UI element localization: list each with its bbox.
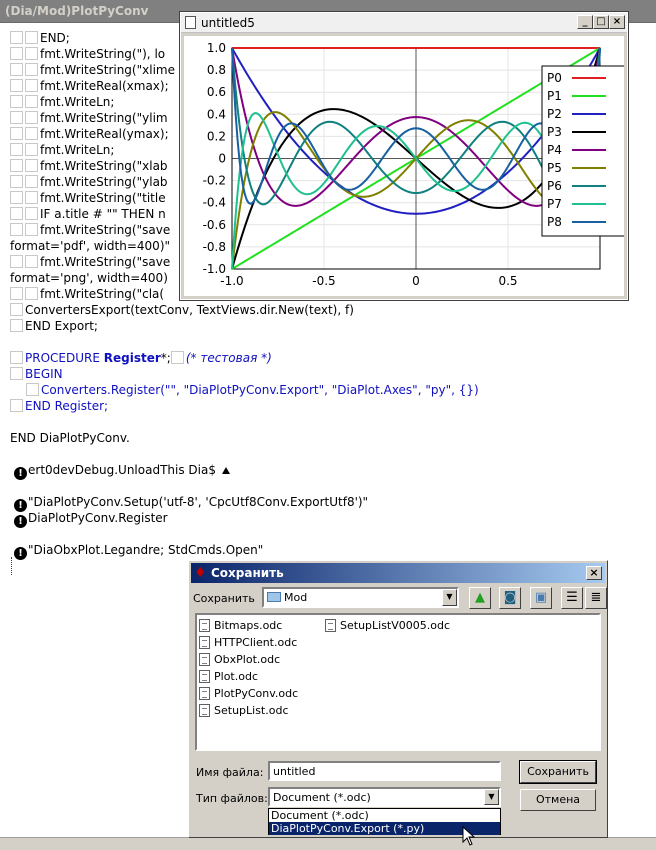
fold-marker[interactable] bbox=[10, 143, 23, 156]
code-line[interactable] bbox=[10, 270, 168, 286]
command-text: "DiaPlotPyConv.Setup('utf-8', 'CpcUtf8Conv.ExportUtf8')" bbox=[28, 495, 369, 509]
filetype-select[interactable] bbox=[268, 787, 501, 807]
code-line[interactable] bbox=[10, 318, 98, 334]
legend-label: P4 bbox=[547, 143, 562, 157]
fold-marker[interactable] bbox=[25, 175, 38, 188]
procedure-name: Register bbox=[103, 351, 161, 365]
plot-window-title: untitled5 bbox=[201, 16, 255, 30]
chart-area bbox=[184, 36, 624, 296]
y-tick-label: -1.0 bbox=[202, 262, 226, 276]
folder-name: Mod bbox=[284, 591, 308, 604]
x-tick-label: 0.5 bbox=[498, 274, 518, 288]
y-tick-label: -0.4 bbox=[202, 195, 226, 210]
procedure-line[interactable] bbox=[10, 350, 272, 366]
y-tick-label: -0.6 bbox=[202, 217, 226, 232]
save-in-label: Сохранить bbox=[193, 592, 255, 605]
legend-label: P2 bbox=[547, 107, 562, 121]
code-comment: (* тестовая *) bbox=[185, 351, 272, 365]
dialog-title: Сохранить bbox=[211, 566, 284, 580]
end-register-line[interactable] bbox=[10, 398, 108, 414]
code-text: fmt.WriteString("save bbox=[40, 223, 171, 237]
end-register-text: END Register; bbox=[25, 399, 109, 413]
filetype-option-py[interactable]: DiaPlotPyConv.Export (*.py) bbox=[269, 822, 500, 835]
filename-value: untitled bbox=[273, 765, 316, 778]
code-line[interactable] bbox=[10, 142, 114, 158]
fold-marker[interactable] bbox=[25, 111, 38, 124]
fold-marker[interactable] bbox=[10, 127, 23, 140]
fold-marker[interactable] bbox=[25, 31, 38, 44]
y-tick-label: -0.8 bbox=[202, 239, 226, 254]
fold-marker[interactable] bbox=[10, 191, 23, 204]
end-module-text: END DiaPlotPyConv. bbox=[10, 431, 130, 445]
fold-marker[interactable] bbox=[10, 31, 23, 44]
fold-marker[interactable] bbox=[25, 255, 38, 268]
code-text: fmt.WriteString("ylim bbox=[40, 111, 168, 125]
y-tick-label: -0.2 bbox=[202, 173, 226, 188]
fold-marker[interactable] bbox=[171, 351, 184, 364]
file-name: Bitmaps.odc bbox=[214, 619, 283, 632]
fold-marker[interactable] bbox=[10, 207, 23, 220]
fold-marker[interactable] bbox=[10, 367, 23, 380]
fold-marker[interactable] bbox=[10, 319, 23, 332]
code-line[interactable] bbox=[10, 254, 170, 270]
x-tick-label: 0 bbox=[412, 274, 420, 288]
file-item[interactable] bbox=[199, 704, 289, 717]
mouse-cursor-icon bbox=[462, 826, 476, 846]
file-name: SetupList.odc bbox=[214, 704, 289, 717]
new-folder-button[interactable] bbox=[530, 587, 552, 609]
register-call-text: Converters.Register("", "DiaPlotPyConv.Export", "DiaPlot.Axes", "py", {}) bbox=[41, 383, 479, 397]
fold-marker[interactable] bbox=[10, 399, 23, 412]
editor-status-bar bbox=[0, 837, 656, 850]
filename-input[interactable] bbox=[268, 761, 501, 781]
x-tick-label: -0.5 bbox=[312, 274, 336, 288]
new-folder-icon: ▣ bbox=[534, 590, 548, 605]
command-line-unload[interactable] bbox=[14, 462, 230, 480]
code-text: fmt.WriteReal(xmax); bbox=[40, 79, 169, 93]
dialog-close-button[interactable]: × bbox=[586, 566, 602, 580]
legend-label: P6 bbox=[547, 179, 562, 193]
y-tick-label: 0.2 bbox=[206, 129, 226, 144]
filetype-value: Document (*.odc) bbox=[273, 791, 371, 804]
up-folder-button[interactable] bbox=[469, 587, 491, 609]
code-text: fmt.WriteString("title bbox=[40, 191, 166, 205]
code-text: fmt.WriteString("ylab bbox=[40, 175, 168, 189]
fold-marker[interactable] bbox=[25, 207, 38, 220]
file-name: PlotPyConv.odc bbox=[214, 687, 299, 700]
fold-marker[interactable] bbox=[25, 143, 38, 156]
code-line[interactable] bbox=[10, 302, 354, 318]
register-call-line[interactable] bbox=[26, 382, 479, 398]
fold-marker[interactable] bbox=[25, 159, 38, 172]
code-text: fmt.WriteReal(ymax); bbox=[40, 127, 169, 141]
code-line[interactable] bbox=[10, 110, 168, 126]
command-text: DiaPlotPyConv.Register bbox=[28, 511, 168, 525]
filetype-label: Тип файлов: bbox=[196, 792, 268, 805]
file-item[interactable] bbox=[199, 670, 258, 683]
triangle-marker-icon bbox=[222, 467, 230, 474]
code-text: fmt.WriteLn; bbox=[40, 95, 115, 109]
maximize-button[interactable]: □ bbox=[593, 15, 609, 29]
fold-marker[interactable] bbox=[25, 191, 38, 204]
editor-title: (Dia/Mod)PlotPyConv bbox=[5, 4, 149, 18]
code-line[interactable] bbox=[10, 190, 166, 206]
fold-marker[interactable] bbox=[10, 303, 23, 316]
details-view-button[interactable] bbox=[585, 587, 607, 609]
code-text: fmt.WriteString("xlab bbox=[40, 159, 168, 173]
y-tick-label: 0 bbox=[218, 151, 226, 166]
keyword-begin: BEGIN bbox=[25, 367, 63, 381]
file-name: HTTPClient.odc bbox=[214, 636, 298, 649]
details-view-icon: ≣ bbox=[590, 590, 602, 605]
code-line[interactable] bbox=[10, 78, 169, 94]
fold-marker[interactable] bbox=[10, 63, 23, 76]
code-text: END; bbox=[40, 31, 70, 45]
commander-bullet-icon[interactable]: ! bbox=[14, 499, 27, 512]
end-module-line[interactable] bbox=[10, 430, 130, 446]
y-tick-label: 1.0 bbox=[206, 41, 226, 55]
begin-line[interactable] bbox=[10, 366, 63, 382]
text-caret bbox=[11, 557, 12, 575]
commander-bullet-icon[interactable]: ! bbox=[14, 467, 27, 480]
plot-title-bar[interactable] bbox=[181, 13, 627, 33]
fold-marker[interactable] bbox=[10, 351, 23, 364]
code-text: format='png', width=400) bbox=[10, 271, 168, 285]
code-line[interactable] bbox=[10, 286, 164, 302]
document-file-icon bbox=[199, 619, 210, 632]
commander-bullet-icon[interactable]: ! bbox=[14, 547, 27, 560]
app-icon: ♦ bbox=[194, 565, 207, 581]
fold-marker[interactable] bbox=[25, 47, 38, 60]
fold-marker[interactable] bbox=[25, 287, 38, 300]
fold-marker[interactable] bbox=[10, 47, 23, 60]
code-line[interactable] bbox=[10, 174, 168, 190]
file-list[interactable] bbox=[195, 613, 601, 751]
legend-label: P0 bbox=[547, 71, 562, 85]
fold-marker[interactable] bbox=[25, 79, 38, 92]
code-text: fmt.WriteString("cla( bbox=[40, 287, 165, 301]
file-name: ObxPlot.odc bbox=[214, 653, 281, 666]
cancel-button[interactable]: Отмена bbox=[520, 789, 596, 811]
fold-marker[interactable] bbox=[10, 255, 23, 268]
command-line-register[interactable] bbox=[14, 510, 168, 528]
y-tick-label: 0.4 bbox=[206, 107, 226, 122]
folder-select[interactable] bbox=[262, 587, 459, 608]
code-line[interactable] bbox=[10, 206, 166, 222]
command-text: ert0devDebug.UnloadThis Dia$ bbox=[28, 463, 216, 477]
save-button[interactable]: Сохранить bbox=[520, 761, 596, 783]
fold-marker[interactable] bbox=[25, 95, 38, 108]
legend-label: P5 bbox=[547, 161, 562, 175]
filename-label: Имя файла: bbox=[196, 766, 264, 779]
code-line[interactable] bbox=[10, 62, 175, 78]
filetype-option-odc[interactable]: Document (*.odc) bbox=[271, 809, 369, 822]
code-text: fmt.WriteString("xlime bbox=[40, 63, 175, 77]
code-text: ConvertersExport(textConv, TextViews.dir.New(text), f) bbox=[25, 303, 354, 317]
fold-marker[interactable] bbox=[10, 287, 23, 300]
keyword-procedure: PROCEDURE bbox=[25, 351, 100, 365]
minimize-button[interactable]: _ bbox=[577, 15, 593, 29]
chevron-down-icon[interactable]: ▼ bbox=[442, 589, 457, 606]
list-view-button[interactable] bbox=[561, 587, 583, 609]
code-text: fmt.WriteString("save bbox=[40, 255, 171, 269]
code-line[interactable] bbox=[10, 46, 165, 62]
y-tick-label: 0.8 bbox=[206, 63, 226, 78]
fold-marker[interactable] bbox=[10, 111, 23, 124]
code-text: END Export; bbox=[25, 319, 98, 333]
export-mark: *; bbox=[160, 351, 171, 365]
chevron-down-icon[interactable]: ▼ bbox=[484, 789, 499, 805]
close-button[interactable]: × bbox=[609, 15, 625, 29]
code-line[interactable] bbox=[10, 238, 170, 254]
code-line[interactable] bbox=[10, 158, 168, 174]
list-view-icon: ☰ bbox=[566, 590, 578, 605]
code-text: format='pdf', width=400)" bbox=[10, 239, 171, 253]
fold-marker[interactable] bbox=[25, 223, 38, 236]
fold-marker[interactable] bbox=[10, 79, 23, 92]
legend-label: P3 bbox=[547, 125, 562, 139]
fold-marker[interactable] bbox=[10, 95, 23, 108]
file-item[interactable] bbox=[199, 636, 297, 649]
arrow-up-icon: ▲ bbox=[475, 590, 485, 605]
desktop-icon: ◙ bbox=[503, 590, 517, 605]
code-text: fmt.WriteLn; bbox=[40, 143, 115, 157]
x-tick-label: -1.0 bbox=[220, 274, 244, 288]
fold-marker[interactable] bbox=[26, 383, 39, 396]
fold-marker[interactable] bbox=[10, 159, 23, 172]
fold-marker[interactable] bbox=[25, 63, 38, 76]
code-text: fmt.WriteString("), lo bbox=[40, 47, 166, 61]
document-icon bbox=[185, 16, 196, 29]
file-name: Plot.odc bbox=[214, 670, 258, 683]
document-file-icon bbox=[199, 670, 210, 683]
desktop-button[interactable] bbox=[499, 587, 521, 609]
code-line[interactable] bbox=[10, 222, 170, 238]
dialog-title-bar[interactable] bbox=[191, 563, 605, 583]
code-line[interactable] bbox=[10, 94, 114, 110]
y-tick-label: 0.6 bbox=[206, 85, 226, 100]
file-item[interactable] bbox=[199, 687, 298, 700]
document-file-icon bbox=[325, 619, 336, 632]
document-file-icon bbox=[199, 653, 210, 666]
plot-window[interactable] bbox=[180, 12, 628, 300]
legendre-chart bbox=[184, 36, 624, 296]
command-text: "DiaObxPlot.Legandre; StdCmds.Open" bbox=[28, 543, 264, 557]
fold-marker[interactable] bbox=[10, 175, 23, 188]
document-file-icon bbox=[199, 704, 210, 717]
legend-label: P7 bbox=[547, 197, 562, 211]
file-item[interactable] bbox=[325, 619, 450, 632]
command-line-legandre[interactable] bbox=[14, 542, 263, 560]
legend-label: P8 bbox=[547, 215, 562, 229]
fold-marker[interactable] bbox=[10, 223, 23, 236]
document-file-icon bbox=[199, 687, 210, 700]
folder-icon bbox=[267, 592, 281, 602]
fold-marker[interactable] bbox=[25, 127, 38, 140]
document-file-icon bbox=[199, 636, 210, 649]
code-text: IF a.title # "" THEN n bbox=[40, 207, 166, 221]
code-line[interactable] bbox=[10, 30, 70, 46]
file-item[interactable] bbox=[199, 653, 280, 666]
file-item[interactable] bbox=[199, 619, 282, 632]
commander-bullet-icon[interactable]: ! bbox=[14, 515, 27, 528]
file-name: SetupListV0005.odc bbox=[340, 619, 451, 632]
code-line[interactable] bbox=[10, 126, 169, 142]
legend-label: P1 bbox=[547, 89, 562, 103]
